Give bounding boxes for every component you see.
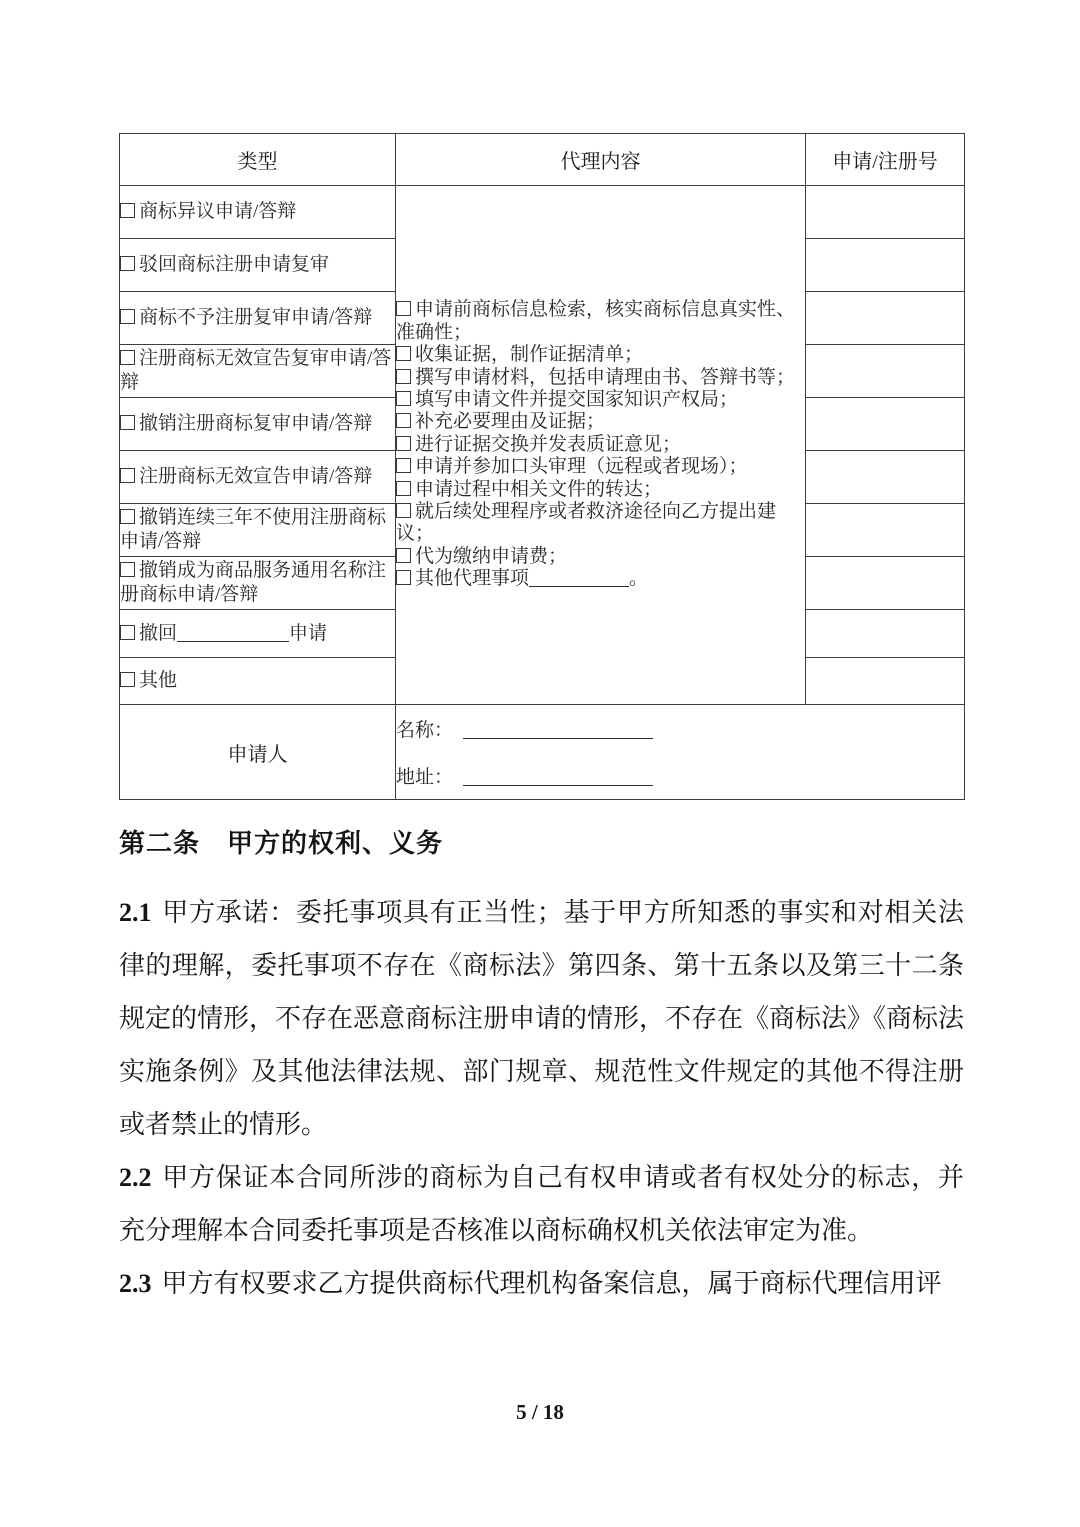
agency-item-label: 申请前商标信息检索，核实商标信息真实性、准确性； — [396, 299, 796, 343]
checkbox-icon[interactable] — [120, 509, 135, 524]
application-number-cell[interactable] — [806, 186, 965, 239]
agency-item-label: 申请并参加口头审理（远程或者现场）； — [415, 456, 748, 478]
checkbox-icon[interactable] — [396, 548, 411, 563]
applicant-address-label: 地址： — [396, 767, 454, 788]
type-option-withdraw — [120, 610, 396, 658]
type-option-label: 申请 — [289, 622, 328, 644]
type-option-invalidation-review — [120, 345, 396, 398]
application-number-cell[interactable] — [806, 451, 965, 504]
checkbox-icon[interactable] — [396, 503, 411, 518]
agency-item-label: 就后续处理程序或者救济途径向乙方提出建议； — [396, 501, 777, 545]
agency-item-label: 填写申请文件并提交国家知识产权局； — [415, 388, 739, 410]
checkbox-icon[interactable] — [396, 369, 411, 384]
type-option-label: 注册商标无效宣告申请/答辩 — [139, 466, 373, 487]
clause-2-1 — [119, 886, 964, 1151]
type-option-label: 撤销注册商标复审申请/答辩 — [139, 413, 373, 434]
agency-item — [396, 389, 805, 411]
application-number-cell[interactable] — [806, 610, 965, 658]
application-number-cell[interactable] — [806, 239, 965, 292]
checkbox-icon[interactable] — [120, 672, 135, 687]
clause-2-3 — [119, 1257, 964, 1310]
agency-item — [396, 479, 805, 501]
applicant-label: 申请人 — [120, 705, 396, 800]
agency-item-label: 。 — [629, 568, 649, 590]
clause-text: 甲方承诺：委托事项具有正当性；基于甲方所知悉的事实和对相关法律的理解，委托事项不存在《商标法》第四条、第十五条以及第三十二条规定的情形，不存在恶意商标注册申请的情形，不存在《商标法》《商标法实施条例》及其他法律法规、部门规章、规范性文件规定的其他不得注册或者禁止的情形。 — [119, 898, 965, 1139]
applicant-fields-cell — [396, 705, 965, 800]
checkbox-icon[interactable] — [396, 481, 411, 496]
clause-2-2 — [119, 1151, 964, 1257]
applicant-name-blank[interactable] — [463, 723, 653, 739]
applicant-address-blank[interactable] — [463, 770, 653, 786]
clause-number: 2.3 — [119, 1269, 152, 1298]
type-option-non-registration-review — [120, 292, 396, 345]
type-option-label: 其他 — [139, 670, 178, 691]
agency-item-label: 撰写申请材料，包括申请理由书、答辩书等； — [415, 366, 796, 388]
application-number-cell[interactable] — [806, 292, 965, 345]
column-header-type: 类型 — [120, 134, 396, 186]
clause-text: 甲方保证本合同所涉的商标为自己有权申请或者有权处分的标志，并充分理解本合同委托事项是否核准以商标确权机关依法审定为准。 — [119, 1163, 964, 1245]
agency-item-label: 收集证据，制作证据清单； — [415, 344, 644, 366]
checkbox-icon[interactable] — [396, 346, 411, 361]
application-number-cell[interactable] — [806, 557, 965, 610]
type-option-rejection-review — [120, 239, 396, 292]
article-2-heading: 第二条 甲方的权利、义务 — [119, 829, 444, 858]
application-number-cell[interactable] — [806, 398, 965, 451]
fill-in-blank[interactable] — [177, 626, 289, 642]
type-option-opposition — [120, 186, 396, 239]
checkbox-icon[interactable] — [120, 203, 135, 218]
agency-item — [396, 367, 805, 389]
page-number: 5 / 18 — [516, 1400, 564, 1424]
agency-item — [396, 344, 805, 366]
checkbox-icon[interactable] — [396, 570, 411, 585]
checkbox-icon[interactable] — [120, 256, 135, 271]
type-option-label: 驳回商标注册申请复审 — [139, 254, 330, 275]
checkbox-icon[interactable] — [120, 309, 135, 324]
clause-number: 2.1 — [119, 898, 152, 927]
checkbox-icon[interactable] — [120, 625, 135, 640]
agency-item — [396, 434, 805, 456]
agency-services-table — [119, 133, 965, 800]
type-option-label: 撤销连续三年不使用注册商标申请/答辩 — [120, 507, 387, 552]
checkbox-icon[interactable] — [120, 350, 135, 365]
agency-item — [396, 546, 805, 568]
column-header-agency-content: 代理内容 — [396, 134, 806, 186]
checkbox-icon[interactable] — [120, 415, 135, 430]
type-option-label: 商标不予注册复审申请/答辩 — [139, 307, 373, 328]
column-header-application-number: 申请/注册号 — [806, 134, 965, 186]
agency-item — [396, 299, 805, 344]
agency-content-cell — [396, 186, 806, 705]
checkbox-icon[interactable] — [396, 301, 411, 316]
type-option-cancellation-review — [120, 398, 396, 451]
type-option-generic-name — [120, 557, 396, 610]
article-2-section — [119, 826, 964, 1310]
fill-in-blank[interactable] — [529, 571, 629, 587]
type-option-label: 商标异议申请/答辩 — [139, 201, 297, 222]
type-option-label: 撤回 — [139, 622, 178, 644]
applicant-name-label: 名称： — [396, 720, 454, 741]
applicant-address-field — [396, 762, 964, 789]
application-number-cell[interactable] — [806, 658, 965, 705]
checkbox-icon[interactable] — [396, 391, 411, 406]
application-number-cell[interactable] — [806, 504, 965, 557]
type-option-three-year-nonuse — [120, 504, 396, 557]
type-option-invalidation — [120, 451, 396, 504]
type-option-other — [120, 658, 396, 705]
application-number-cell[interactable] — [806, 345, 965, 398]
checkbox-icon[interactable] — [396, 458, 411, 473]
agency-item-label: 申请过程中相关文件的转达； — [415, 478, 663, 500]
agency-item-label: 其他代理事项 — [415, 568, 530, 590]
checkbox-icon[interactable] — [396, 436, 411, 451]
checkbox-icon[interactable] — [120, 562, 135, 577]
agency-item — [396, 501, 805, 546]
agency-item-label: 进行证据交换并发表质证意见； — [415, 433, 682, 455]
checkbox-icon[interactable] — [120, 468, 135, 483]
agency-item-label: 代为缴纳申请费； — [415, 545, 568, 567]
checkbox-icon[interactable] — [396, 413, 411, 428]
type-option-label: 撤销成为商品服务通用名称注册商标申请/答辩 — [120, 560, 387, 605]
applicant-name-field — [396, 715, 964, 742]
agency-item-label: 补充必要理由及证据； — [415, 411, 606, 433]
agency-item — [396, 456, 805, 478]
clause-number: 2.2 — [119, 1163, 152, 1192]
clause-text: 甲方有权要求乙方提供商标代理机构备案信息，属于商标代理信用评 — [161, 1269, 942, 1298]
type-option-label: 注册商标无效宣告复审申请/答辩 — [120, 348, 392, 393]
agency-item-other — [396, 568, 805, 590]
agency-item — [396, 411, 805, 433]
